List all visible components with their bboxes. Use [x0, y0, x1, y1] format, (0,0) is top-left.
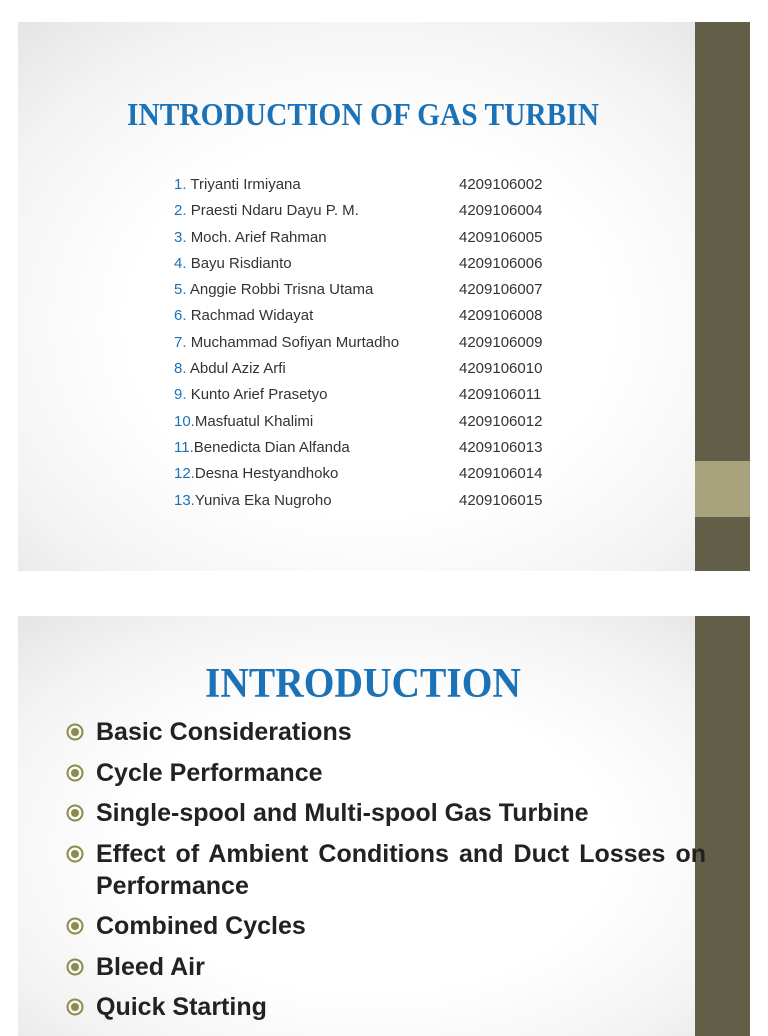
member-number: 1. [174, 176, 187, 193]
circled-dot-bullet-icon [66, 917, 84, 935]
slide-2 [18, 616, 750, 1036]
circled-dot-bullet-icon [66, 958, 84, 976]
member-name: Praesti Ndaru Dayu P. M. [190, 202, 359, 220]
member-name: Kunto Arief Prasetyo [190, 386, 328, 404]
member-name: Benedicta Dian Alfanda [193, 438, 350, 456]
topic-item [66, 910, 706, 942]
topic-label: Basic Considerations [96, 718, 352, 746]
member-id: 4209106011 [459, 386, 542, 404]
circled-dot-bullet-icon [66, 804, 84, 822]
member-id: 4209106010 [459, 360, 543, 378]
topic-label: Bleed Air [96, 952, 205, 981]
member-name: Anggie Robbi Trisna Utama [189, 281, 374, 299]
member-id: 4209106013 [459, 438, 543, 456]
member-id: 4209106015 [459, 491, 543, 509]
member-row [174, 277, 594, 303]
member-number: 10. [174, 412, 195, 430]
member-number: 2. [174, 202, 187, 220]
member-row [174, 382, 594, 408]
circled-dot-bullet-icon [66, 723, 84, 741]
member-row [174, 172, 594, 198]
member-id: 4209106009 [459, 333, 543, 351]
circled-dot-bullet-icon [66, 998, 84, 1016]
member-name: Muchammad Sofiyan Murtadho [190, 333, 400, 351]
member-name: Rachmad Widayat [190, 307, 314, 325]
member-row [174, 356, 594, 382]
member-row [174, 303, 594, 329]
topic-label: Cycle Performance [96, 758, 323, 787]
member-id: 4209106012 [459, 412, 543, 430]
member-number: 6. [174, 307, 187, 325]
member-id: 4209106004 [459, 202, 543, 220]
topic-item [66, 797, 706, 829]
topic-label: Quick Starting [96, 993, 267, 1021]
slide-2-title: INTRODUCTION [205, 661, 521, 707]
topic-label: Combined Cycles [96, 912, 306, 940]
topic-list [66, 716, 706, 1032]
member-name: Abdul Aziz Arfi [189, 360, 286, 378]
member-row [174, 251, 594, 277]
topic-item [66, 838, 706, 902]
member-name: Masfuatul Khalimi [194, 412, 314, 430]
member-name: Triyanti Irmiyana [190, 176, 301, 193]
member-row [174, 461, 594, 487]
member-number: 13. [174, 491, 195, 509]
member-name: Yuniva Eka Nugroho [194, 491, 332, 509]
member-row [174, 198, 594, 224]
member-id: 4209106006 [459, 254, 543, 272]
topic-item [66, 716, 706, 748]
member-list [174, 172, 594, 514]
member-number: 8. [174, 360, 187, 378]
member-row [174, 488, 594, 514]
topic-item [66, 951, 706, 983]
member-number: 5. [174, 281, 187, 299]
member-row [174, 225, 594, 251]
topic-item [66, 757, 706, 789]
topic-label: Single-spool and Multi-spool Gas Turbine [96, 799, 589, 827]
slide-1-title: INTRODUCTION OF GAS TURBIN [127, 96, 599, 132]
member-row [174, 409, 594, 435]
member-number: 11. [174, 438, 194, 456]
member-row [174, 330, 594, 356]
member-id: 4209106014 [459, 465, 543, 483]
member-id: 4209106002 [459, 176, 543, 193]
member-row [174, 435, 594, 461]
member-name: Desna Hestyandhoko [194, 465, 339, 483]
member-number: 9. [174, 386, 187, 404]
topic-label: Effect of Ambient Conditions and Duct Losses on Performance [96, 839, 706, 900]
member-number: 3. [174, 228, 187, 246]
member-name: Bayu Risdianto [190, 254, 292, 272]
member-number: 7. [174, 333, 187, 351]
slide-sidebar [695, 22, 750, 571]
slide-1 [18, 22, 750, 571]
member-id: 4209106005 [459, 228, 543, 246]
circled-dot-bullet-icon [66, 845, 84, 863]
topic-item [66, 991, 706, 1023]
member-name: Moch. Arief Rahman [190, 228, 327, 246]
member-id: 4209106008 [459, 307, 543, 325]
member-id: 4209106007 [459, 281, 543, 299]
circled-dot-bullet-icon [66, 764, 84, 782]
sidebar-accent [695, 461, 750, 517]
member-number: 12. [174, 465, 195, 483]
member-number: 4. [174, 254, 187, 272]
